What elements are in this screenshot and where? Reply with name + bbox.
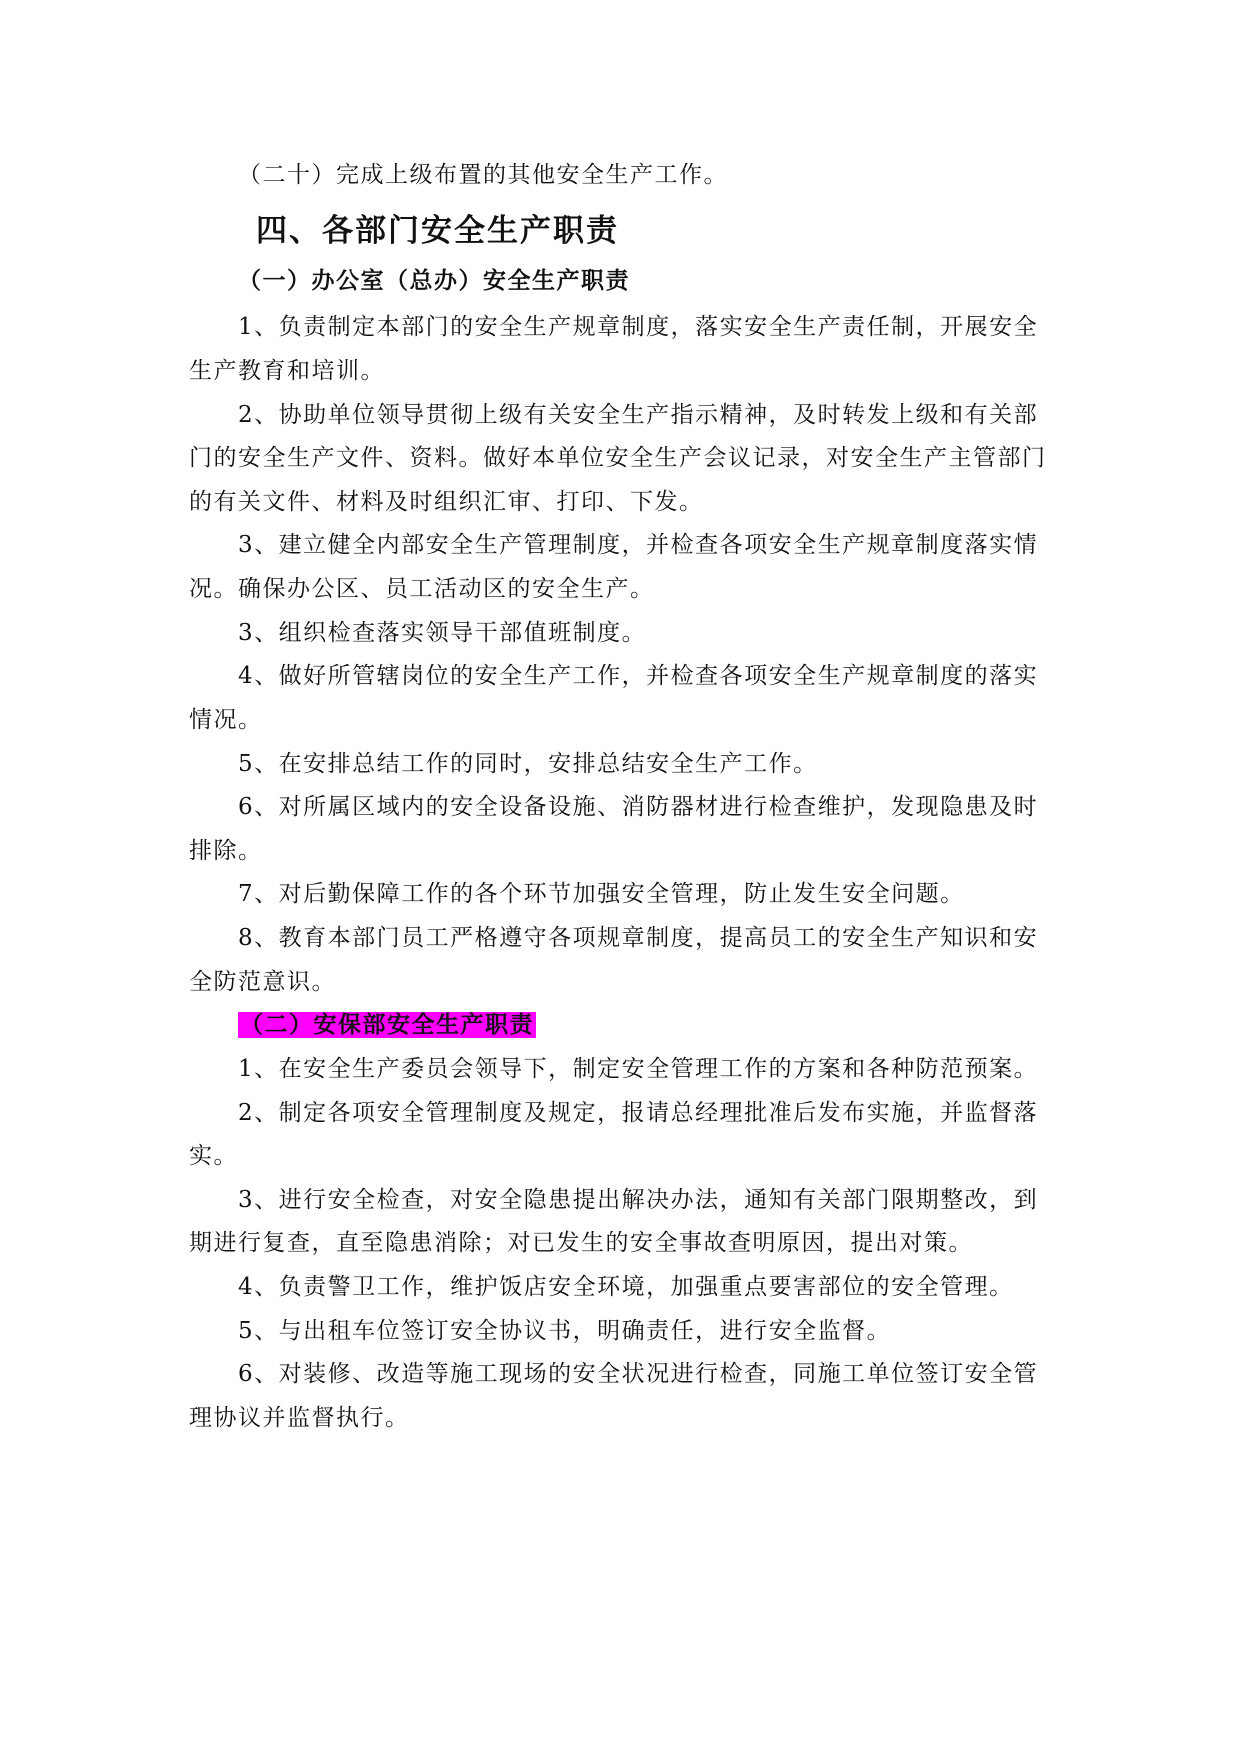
security-item-2-line-1: 2、制定各项安全管理制度及规定，报请总经理批准后发布实施，并监督落 xyxy=(238,1100,1039,1126)
office-item-8-line-2: 全防范意识。 xyxy=(189,969,336,995)
office-item-8-line-1: 8、教育本部门员工严格遵守各项规章制度，提高员工的安全生产知识和安 xyxy=(238,925,1039,951)
office-item-1-line-2: 生产教育和培训。 xyxy=(189,358,385,384)
office-item-3-line-2: 况。确保办公区、员工活动区的安全生产。 xyxy=(189,576,655,602)
office-item-5: 5、在安排总结工作的同时，安排总结安全生产工作。 xyxy=(238,751,818,777)
office-item-4-line-1: 4、做好所管辖岗位的安全生产工作，并检查各项安全生产规章制度的落实 xyxy=(238,663,1039,689)
office-item-7: 7、对后勤保障工作的各个环节加强安全管理，防止发生安全问题。 xyxy=(238,881,965,907)
security-item-5: 5、与出租车位签订安全协议书，明确责任，进行安全监督。 xyxy=(238,1318,892,1344)
security-item-1: 1、在安全生产委员会领导下，制定安全管理工作的方案和各种防范预案。 xyxy=(238,1056,1039,1082)
office-item-1-line-1: 1、负责制定本部门的安全生产规章制度，落实安全生产责任制，开展安全 xyxy=(238,314,1039,340)
security-item-3-line-2: 期进行复查，直至隐患消除；对已发生的安全事故查明原因，提出对策。 xyxy=(189,1230,973,1256)
security-item-3-line-1: 3、进行安全检查，对安全隐患提出解决办法，通知有关部门限期整改，到 xyxy=(238,1187,1039,1213)
office-item-2-line-3: 的有关文件、材料及时组织汇审、打印、下发。 xyxy=(189,489,704,515)
section-title: 四、各部门安全生产职责 xyxy=(256,213,619,249)
security-heading-line xyxy=(238,1010,536,1040)
security-item-2-line-2: 实。 xyxy=(189,1143,238,1169)
office-item-4-line-2: 情况。 xyxy=(189,707,263,733)
office-item-6-line-1: 6、对所属区域内的安全设备设施、消防器材进行检查维护，发现隐患及时 xyxy=(238,794,1039,820)
security-item-6-line-2: 理协议并监督执行。 xyxy=(189,1405,410,1431)
office-item-2-line-2: 门的安全生产文件、资料。做好本单位安全生产会议记录，对安全生产主管部门 xyxy=(189,445,1047,471)
security-heading: （二）安保部安全生产职责 xyxy=(240,1012,534,1038)
office-item-3-line-1: 3、建立健全内部安全生产管理制度，并检查各项安全生产规章制度落实情 xyxy=(238,532,1039,558)
security-item-4: 4、负责警卫工作，维护饭店安全环境，加强重点要害部位的安全管理。 xyxy=(238,1274,1014,1300)
office-item-6-line-2: 排除。 xyxy=(189,838,263,864)
intro-item: （二十）完成上级布置的其他安全生产工作。 xyxy=(238,162,728,188)
security-item-6-line-1: 6、对装修、改造等施工现场的安全状况进行检查，同施工单位签订安全管 xyxy=(238,1361,1039,1387)
office-heading: （一）办公室（总办）安全生产职责 xyxy=(238,268,630,294)
office-item-3b: 3、组织检查落实领导干部值班制度。 xyxy=(238,620,647,646)
office-item-2-line-1: 2、协助单位领导贯彻上级有关安全生产指示精神，及时转发上级和有关部 xyxy=(238,402,1039,428)
